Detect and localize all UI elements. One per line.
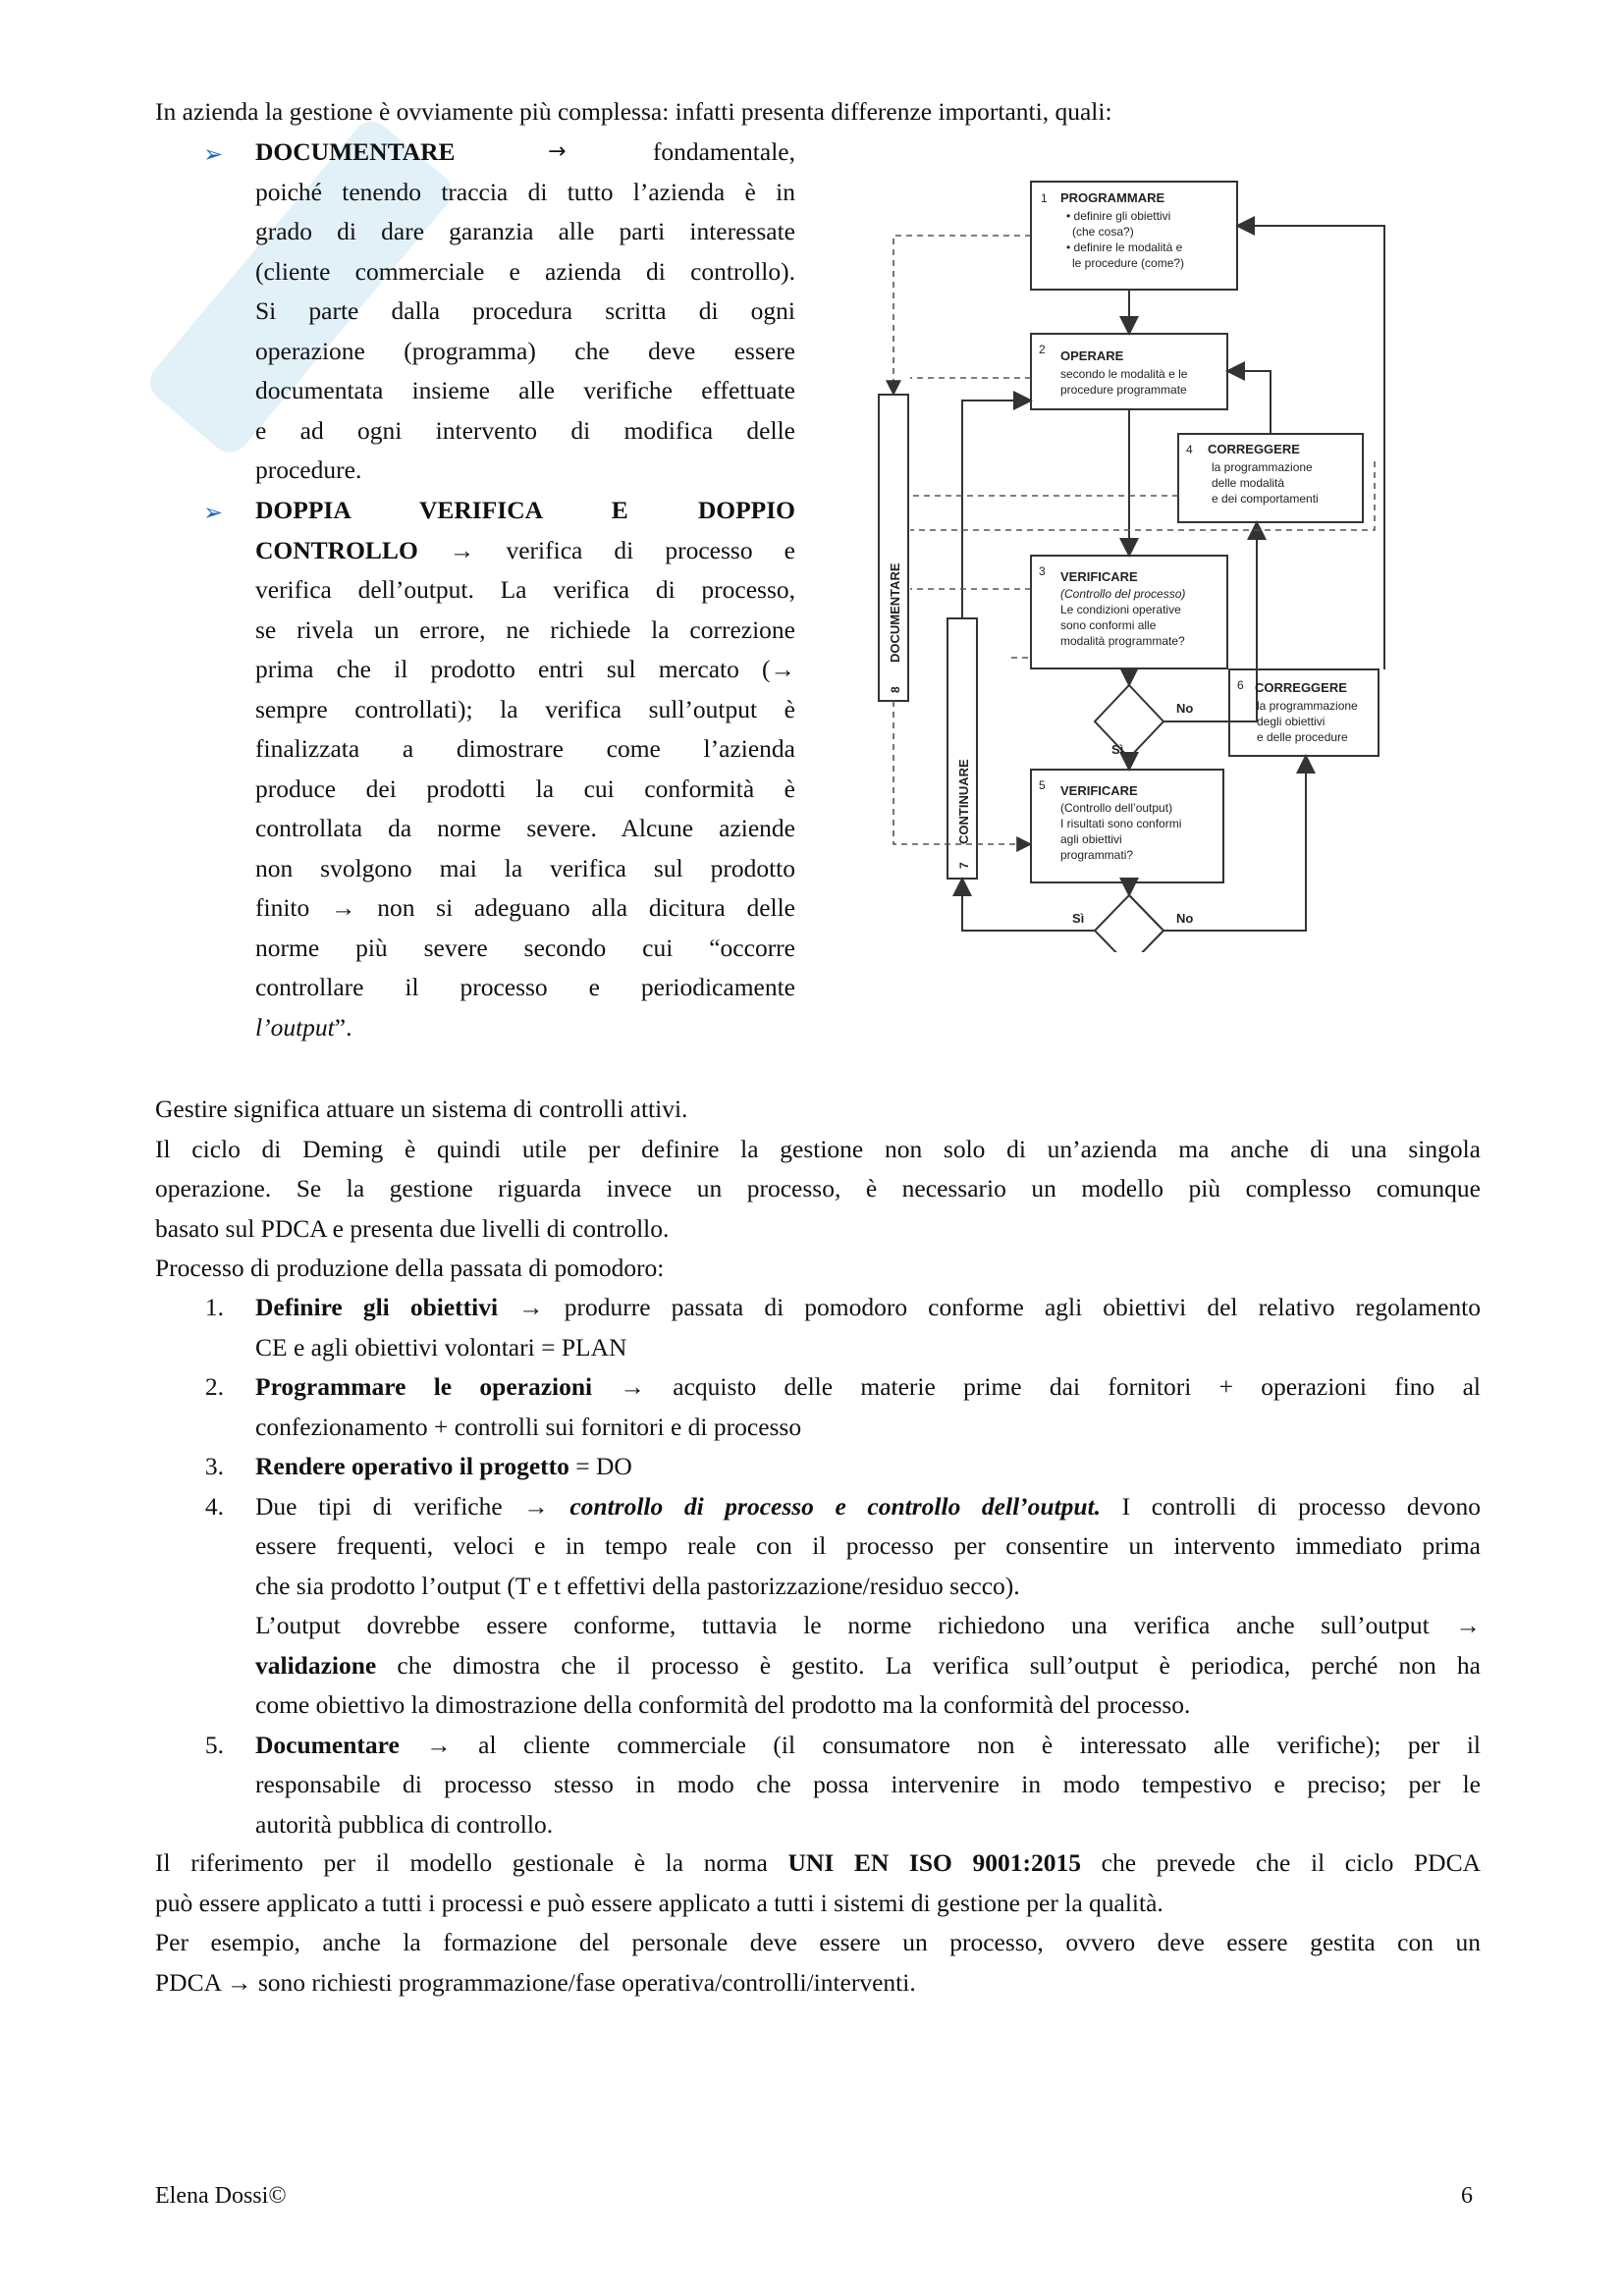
box-line: degli obiettivi [1257,715,1325,728]
box-line: le procedure (come?) [1072,256,1185,270]
box-line: sono conformi alle [1060,618,1157,632]
list-item [155,1487,1481,1726]
box-number: 5 [1039,778,1046,792]
list-item [155,1288,1481,1367]
list-line: come obiettivo la dimostrazione della conformità del prodotto ma la conformità del processo. [255,1690,1191,1719]
box-number: 7 [957,862,971,869]
bullet-line: finalizzata a dimostrare come l’azienda [255,734,795,763]
box-number: 1 [1041,191,1048,205]
decision-diamond-2 [1095,895,1163,952]
bullet-line: prima che il prodotto entri sul mercato (→ [255,655,795,683]
list-line: responsabile di processo stesso in modo che possa intervenire in modo tempestivo e preciso; per le [255,1770,1481,1798]
box-line: • definire le modalità e [1066,240,1183,254]
bullet-line: → verifica di processo e [449,535,795,564]
box-title: CONTINUARE [956,759,971,844]
box-title: PROGRAMMARE [1060,190,1165,205]
box-number: 3 [1039,564,1046,578]
list-number: 1. [204,1293,224,1321]
list-line: essere frequenti, veloci e in tempo reale con il processo per consentire un intervento immediato prima [255,1531,1481,1560]
bullet-term: CONTROLLO [255,535,418,564]
bullet-line: e ad ogni intervento di modifica delle [255,415,795,445]
list-line: CE e agli obiettivi volontari = PLAN [255,1332,627,1362]
bullet-doppia-verifica [255,491,795,1047]
box-line: secondo le modalità e le [1060,367,1188,381]
list-number: 3. [204,1452,224,1480]
list-bold: Definire gli obiettivi [255,1293,499,1321]
page-number: 6 [1461,2183,1473,2209]
bullet-line: controllata da norme severe. Alcune aziende [255,814,795,842]
box-line: la programmazione [1212,460,1313,474]
list-line: → acquisto delle materie prime dai fornitori + operazioni fino al [592,1372,1481,1401]
bullet-line: se rivela un errore, ne richiede la correzione [255,614,795,644]
box-line: Le condizioni operative [1060,603,1181,616]
bullet-line: poiché tenendo traccia di tutto l’azienda è in [255,177,795,206]
box-line: modalità programmate? [1060,634,1185,648]
box-number: 8 [889,686,902,693]
box-line: programmati? [1060,848,1134,862]
box-line: e delle procedure [1257,730,1348,744]
list-item [155,1726,1481,1845]
bullet-line: produce dei prodotti la cui conformità è [255,774,795,803]
body-text [155,1090,1481,1289]
pdca-flowchart [864,167,1434,952]
box-line: e dei comportamenti [1212,492,1319,506]
box-title: CORREGGERE [1208,442,1300,456]
flow-label-no: No [1176,701,1194,716]
flow-label-si: Sì [1111,742,1124,757]
bullet-line: sempre controllati); la verifica sull’output è [255,694,795,723]
list-line: L’output dovrebbe essere conforme, tuttavia le norme richiedono una verifica anche sull’output → [255,1611,1481,1639]
bullet-arrow-icon: ➢ [203,140,224,168]
flow-label-no: No [1176,911,1194,926]
paragraph-line: può essere applicato a tutti i processi e può essere applicato a tutti i sistemi di gestione per la qualità. [155,1888,1163,1917]
list-bold: Programmare le operazioni [255,1372,593,1401]
bullet-term: DOCUMENTARE [255,137,456,166]
paragraph: Processo di produzione della passata di pomodoro: [155,1254,665,1282]
list-bold-italic: controllo di processo e controllo dell’output. [569,1491,1102,1521]
paragraph-line: PDCA → sono richiesti programmazione/fase operativa/controlli/interventi. [155,1967,916,1997]
list-line: → al cliente commerciale (il consumatore non è interessato alle verifiche); per il [399,1730,1481,1759]
list-line: che sia prodotto l’output (T e t effettivi della pastorizzazione/residuo secco). [255,1571,1020,1600]
bullet-line: procedure. [255,455,362,484]
box-line: delle modalità [1212,476,1285,490]
list-line: confezionamento + controlli sui fornitori e di processo [255,1412,802,1441]
box-line: I risultati sono conformi [1060,817,1182,830]
bullet-line-tail: ”. [334,1012,352,1041]
paragraph-line: Il riferimento per il modello gestionale è la norma [155,1848,788,1877]
list-bold: validazione [255,1650,377,1680]
bullet-line: verifica dell’output. La verifica di processo, [255,575,795,604]
box-title: VERIFICARE [1060,569,1138,584]
bullet-line: (cliente commerciale e azienda di controllo). [255,256,795,286]
list-line: Due tipi di verifiche → [255,1491,570,1521]
box-line: (Controllo dell’output) [1060,801,1173,815]
box-line: (Controllo del processo) [1060,587,1186,601]
bullet-line: Si parte dalla procedura scritta di ogni [255,296,795,325]
list-item [155,1367,1481,1447]
list-bold: Rendere operativo il progetto [255,1452,569,1480]
list-bold: Documentare [255,1730,400,1759]
closing-text [155,1843,1481,2002]
arrow-symbol: → [548,139,567,164]
box-line: agli obiettivi [1060,832,1122,846]
list-item [155,1447,1481,1487]
box-title: VERIFICARE [1060,783,1138,798]
box-number: 4 [1186,443,1193,456]
box-line: • definire gli obiettivi [1066,209,1171,223]
box-title: OPERARE [1060,348,1124,363]
bullet-line: fondamentale, [652,137,795,166]
list-line: che dimostra che il processo è gestito. La verifica sull’output è periodica, perché non ha [376,1650,1481,1680]
list-line: = DO [568,1452,632,1480]
bullet-line: finito → non si adeguano alla dicitura delle [255,893,795,922]
box-number: 6 [1237,678,1244,692]
list-line: autorità pubblica di controllo. [255,1809,554,1839]
list-number: 5. [204,1730,224,1759]
paragraph-line: operazione. Se la gestione riguarda invece un processo, è necessario un modello più complesso comunque [155,1174,1481,1202]
paragraph-line: basato sul PDCA e presenta due livelli di controllo. [155,1213,670,1243]
box-number: 2 [1039,343,1046,356]
bullet-line: controllare il processo e periodicamente [255,973,795,1001]
bullet-line: norme più severe secondo cui “occorre [255,933,795,962]
footer-author: Elena Dossi© [155,2183,287,2209]
bullet-arrow-icon: ➢ [203,499,224,526]
box-line: (che cosa?) [1072,225,1134,239]
bullet-documentare [255,133,795,491]
list-line: I controlli di processo devono [1101,1491,1481,1521]
list-line: → produrre passata di pomodoro conforme agli obiettivi del relativo regolamento [498,1293,1481,1321]
paragraph-line: Per esempio, anche la formazione del personale deve essere un processo, ovvero deve essere gestita con un [155,1928,1481,1956]
box-title: DOCUMENTARE [888,562,902,663]
list-number: 2. [204,1372,224,1401]
paragraph: Gestire significa attuare un sistema di controlli attivi. [155,1095,688,1123]
box-line: procedure programmate [1060,383,1187,397]
bullet-line: operazione (programma) che deve essere [255,336,795,365]
paragraph-line: Il ciclo di Deming è quindi utile per definire la gestione non solo di un’azienda ma anche di una singola [155,1134,1481,1163]
intro-text: In azienda la gestione è ovviamente più complessa: infatti presenta differenze importanti, quali: [155,97,1112,126]
bullet-line: grado di dare garanzia alle parti interessate [255,217,795,245]
italic-output: l’output [255,1012,335,1041]
norm-reference: UNI EN ISO 9001:2015 [787,1848,1081,1877]
box-title: CORREGGERE [1255,680,1347,695]
bullet-line: documentata insieme alle verifiche effettuate [255,376,795,404]
bullet-term: DOPPIA VERIFICA E DOPPIO [255,496,795,524]
box-line: la programmazione [1257,699,1358,713]
decision-diamond-1 [1095,685,1163,758]
list-number: 4. [204,1491,224,1521]
numbered-list [155,1288,1481,1844]
flow-label-si: Sì [1072,911,1085,926]
paragraph-line: che prevede che il ciclo PDCA [1081,1848,1481,1877]
bullet-line: non svolgono mai la verifica sul prodotto [255,853,795,882]
